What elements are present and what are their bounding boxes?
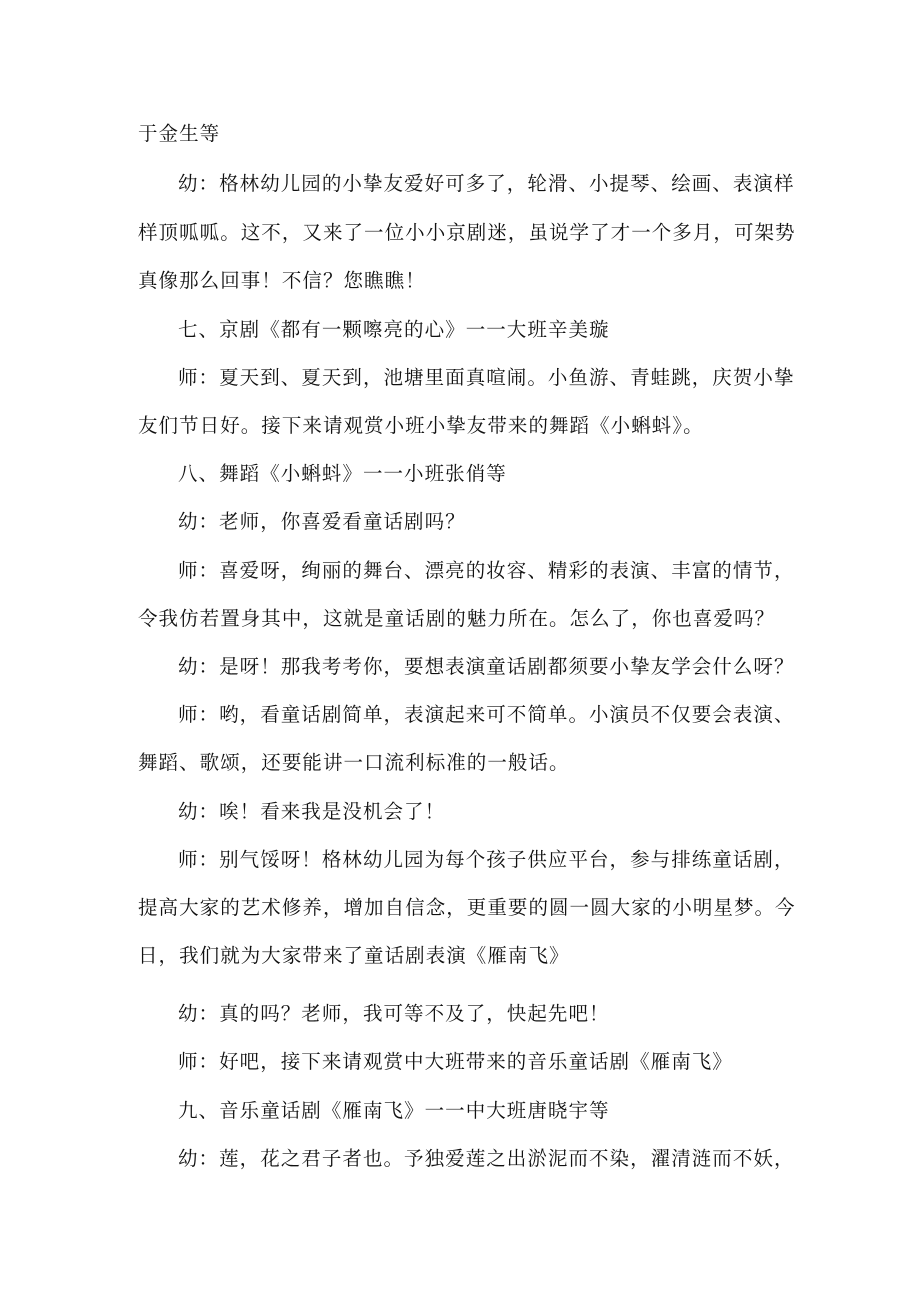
text-line: 师：哟，看童话剧简单，表演起来可不简单。小演员不仅要会表演、 (178, 703, 795, 726)
text-line: 幼：唉！看来我是没机会了！ (178, 800, 446, 823)
text-line: 幼：真的吗？老师，我可等不及了，快起先吧！ (178, 1002, 610, 1025)
text-line: 幼：老师，你喜爱看童话剧吗？ (178, 510, 466, 533)
text-line: 八、舞蹈《小蝌蚪》一一小班张俏等 (178, 462, 507, 485)
text-line: 于金生等 (138, 122, 221, 145)
text-line: 幼：格林幼儿园的小挚友爱好可多了，轮滑、小提琴、绘画、表演样 (178, 172, 795, 195)
text-line: 真像那么回事！不信？您瞧瞧！ (138, 269, 426, 292)
text-line: 样顶呱呱。这不，又来了一位小小京剧迷，虽说学了才一个多月，可架势 (138, 221, 796, 244)
text-line: 幼：莲，花之君子者也。予独爱莲之出淤泥而不染，濯清涟而不妖， (178, 1147, 795, 1170)
text-line: 日，我们就为大家带来了童话剧表演《雁南飞》 (138, 944, 570, 967)
text-line: 九、音乐童话剧《雁南飞》一一中大班唐晓宇等 (178, 1099, 610, 1122)
text-line: 友们节日好。接下来请观赏小班小挚友带来的舞蹈《小蝌蚪》。 (138, 414, 704, 437)
text-line: 幼：是呀！那我考考你，要想表演童话剧都须要小挚友学会什么呀？ (178, 655, 795, 678)
text-line: 提高大家的艺术修养，增加自信念，更重要的圆一圆大家的小明星梦。今 (138, 896, 796, 919)
text-line: 七、京剧《都有一颗嚓亮的心》一一大班辛美璇 (178, 318, 610, 341)
text-line: 令我仿若置身其中，这就是童话剧的魅力所在。怎么了，你也喜爱吗？ (138, 607, 776, 630)
text-line: 师：好吧，接下来请观赏中大班带来的音乐童话剧《雁南飞》 (178, 1050, 733, 1073)
text-line: 舞蹈、歌颂，还要能讲一口流利标准的一般话。 (138, 751, 570, 774)
text-line: 师：喜爱呀，绚丽的舞台、漂亮的妆容、精彩的表演、丰富的情节， (178, 559, 795, 582)
text-line: 师：夏天到、夏天到，池塘里面真喧闹。小鱼游、青蛙跳，庆贺小挚 (178, 366, 795, 389)
text-line: 师：别气馁呀！格林幼儿园为每个孩子供应平台，参与排练童话剧， (178, 848, 795, 871)
